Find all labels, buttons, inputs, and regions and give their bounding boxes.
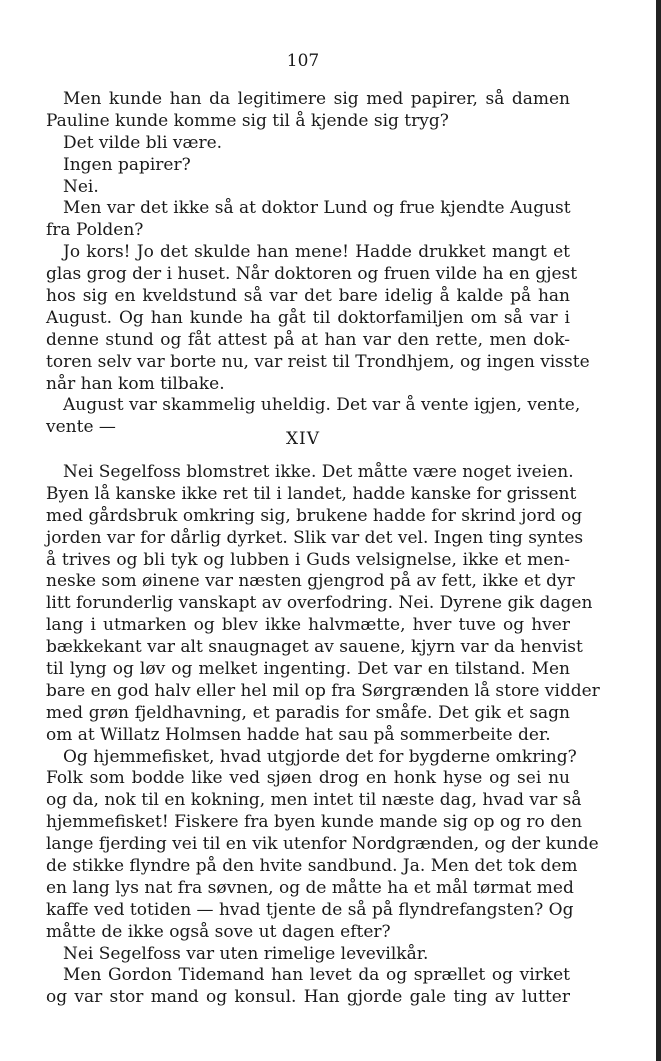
text-line: denne stund og fåt attest på at han var den rette, men dok- (46, 329, 570, 350)
text-line: å trives og bli tyk og lubben i Guds velsignelse, ikke et men- (46, 549, 570, 570)
text-line: måtte de ikke også sove ut dagen efter? (46, 921, 391, 942)
text-line: August. Og han kunde ha gåt til doktorfamiljen om så var i (46, 307, 570, 328)
text-line: lange fjerding vei til en vik utenfor Nordgrænden, og der kunde (46, 834, 599, 855)
text-line: Det vilde bli være. (63, 132, 223, 153)
text-line: Byen lå kanske ikke ret til i landet, hadde kanske for grissent (46, 483, 577, 504)
text-line: Pauline kunde komme sig til å kjende sig tryg? (46, 110, 449, 131)
text-line: Nei Segelfoss blomstret ikke. Det måtte være noget iveien. (63, 462, 574, 482)
text-line: de stikke flyndre på den hvite sandbund. Ja. Men det tok dem (46, 856, 578, 877)
text-line: når han kom tilbake. (46, 373, 225, 394)
text-line: kaffe ved totiden — hvad tjente de så på flyndrefangsten? Og (46, 899, 574, 920)
text-line: Men var det ikke så at doktor Lund og frue kjendte August (63, 198, 571, 219)
text-line: Men Gordon Tidemand han levet da og sprællet og virket (63, 965, 570, 986)
text-line: Folk som bodde like ved sjøen drog en honk hyse og sei nu (46, 768, 570, 789)
text-line: Nei. (63, 176, 99, 197)
section-text-2 (46, 462, 600, 1009)
text-line: August var skammelig uheldig. Det var å vente igjen, vente, (63, 395, 581, 416)
text-line: jorden var for dårlig dyrket. Slik var det vel. Ingen ting syntes (46, 527, 584, 548)
text-line: toren selv var borte nu, var reist til Trondhjem, og ingen visste (46, 351, 590, 372)
page-edge (656, 0, 661, 1061)
text-line: Jo kors! Jo det skulde han mene! Hadde drukket mangt et (63, 242, 570, 263)
text-line: neske som øinene var næsten gjengrod på av fett, ikke et dyr (46, 571, 575, 592)
text-line: bækkekant var alt snaugnaget av sauene, kjyrn var da henvist (46, 637, 583, 658)
text-line: hos sig en kveldstund så var det bare idelig å kalde på han (46, 286, 570, 307)
text-line: med gårdsbruk omkring sig, brukene hadde for skrind jord og (46, 505, 583, 526)
text-line: og var stor mand og konsul. Han gjorde gale ting av lutter (46, 987, 570, 1008)
text-line: fra Polden? (46, 220, 144, 241)
text-line: en lang lys nat fra søvnen, og de måtte ha et mål tørmat med (46, 877, 574, 898)
text-line: vente — (46, 417, 116, 438)
text-line: bare en god halv eller hel mil op fra Sørgrænden lå store vidder (46, 680, 600, 701)
text-line: til lyng og løv og melket ingenting. Det var en tilstand. Men (46, 659, 570, 680)
text-line: og da, nok til en kokning, men intet til næste dag, hvad var så (46, 790, 582, 811)
page-number: 107 (286, 51, 320, 71)
text-line: Men kunde han da legitimere sig med papirer, så damen (63, 89, 570, 109)
text-line: litt forunderlig vanskapt av overfodring. Nei. Dyrene gik dagen (46, 593, 593, 614)
text-line: Ingen papirer? (63, 154, 191, 175)
text-line: om at Willatz Holmsen hadde hat sau på sommerbeite der. (46, 724, 551, 745)
text-line: lang i utmarken og blev ikke halvmætte, hver tuve og hver (46, 615, 570, 636)
text-line: med grøn fjeldhavning, et paradis for småfe. Det gik et sagn (46, 702, 570, 723)
text-line: hjemmefisket! Fiskere fra byen kunde mande sig op og ro den (46, 812, 583, 833)
section-text-1 (46, 89, 590, 439)
text-line: Og hjemmefisket, hvad utgjorde det for bygderne omkring? (63, 746, 577, 767)
text-line: glas grog der i huset. Når doktoren og fruen vilde ha en gjest (46, 264, 578, 285)
chapter-heading: XIV (285, 429, 321, 449)
text-line: Nei Segelfoss var uten rimelige levevilkår. (63, 943, 429, 964)
